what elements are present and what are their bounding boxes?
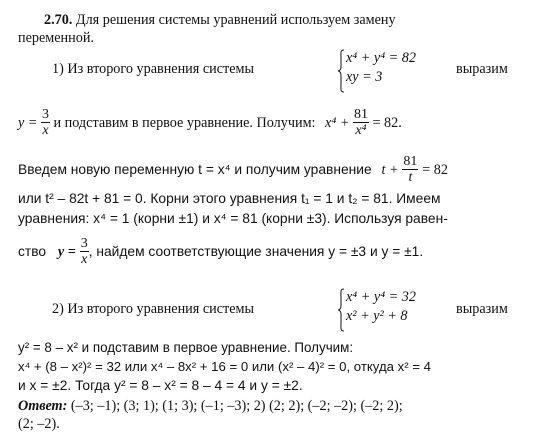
part1-equations-line: уравнения: x⁴ = 1 (корни ±1) и x⁴ = 81 (корни ±3). Используя равен-	[18, 211, 448, 226]
part1-new-variable-line	[18, 154, 448, 186]
part2-express: выразим	[456, 301, 508, 317]
part1-substitution-line	[18, 107, 402, 139]
part2-system	[337, 288, 416, 332]
answer-line-2: (2; –2).	[18, 416, 60, 432]
fraction-3-over-x	[41, 107, 50, 138]
fraction-denominator: x	[42, 123, 49, 139]
part1-lead: 1) Из второго уравнения системы	[52, 61, 255, 77]
fraction-numerator: 3	[41, 107, 49, 123]
problem-intro: Для решения системы уравнений используем замену	[72, 12, 396, 28]
eq-rhs: = 82.	[372, 115, 402, 131]
problem-intro-continued: переменной.	[18, 30, 94, 46]
problem-header-line	[44, 12, 396, 29]
part2-lead: 2) Из второго уравнения системы	[52, 301, 255, 317]
new-variable-text: Введем новую переменную t = x⁴ и получим уравнение	[18, 162, 372, 177]
y-equals-2: y =	[57, 244, 76, 260]
part1-express: выразим	[456, 61, 508, 77]
part1-system-eq2: xy = 3	[346, 69, 383, 85]
fraction-denominator: x	[81, 251, 88, 267]
part1-values-line	[18, 236, 423, 268]
values-text: , найдем соответствующие значения y = ±3 и y = ±1.	[88, 244, 424, 259]
fraction-numerator: 3	[80, 235, 88, 251]
left-brace-icon	[337, 49, 345, 93]
y-equals: y =	[18, 115, 38, 131]
part2-system-eq1: x⁴ + y⁴ = 32	[346, 289, 416, 305]
problem-number: 2.70.	[44, 12, 73, 28]
answer-text: (–3; –1); (3; 1); (1; 3); (–1; –3); 2) (2; 2); (–2; –2); (–2; 2);	[67, 398, 403, 414]
answer-label: Ответ:	[18, 398, 68, 414]
t-rhs: = 82	[422, 162, 448, 178]
values-lead: ство	[18, 244, 47, 259]
part1-system-eq1: x⁴ + y⁴ = 82	[346, 50, 416, 66]
part2-line4: и x = ±2. Тогда y² = 8 – x² = 8 – 4 = 4 и y = ±2.	[18, 378, 303, 393]
part1-roots-line: или t² – 82t + 81 = 0. Корни этого уравнения t₁ = 1 и t₂ = 81. Имеем	[18, 191, 441, 206]
fraction-81-over-t	[402, 154, 418, 185]
fraction-numerator: 81	[353, 107, 368, 123]
answer-line	[18, 398, 403, 415]
part2-line3: x⁴ + (8 – x²)² = 32 или x⁴ – 8x² + 16 = 0 или (x² – 4)² = 0, откуда x² = 4	[18, 359, 432, 374]
part1-system	[337, 49, 416, 93]
eq-lhs: x⁴ +	[325, 115, 350, 131]
part2-system-eq2: x² + y² + 8	[346, 308, 408, 324]
fraction-3-over-x-2	[80, 236, 89, 267]
t-lhs: t +	[381, 162, 399, 178]
substitute-text: и подставим в первое уравнение. Получим:	[49, 115, 316, 131]
fraction-81-over-x4	[353, 107, 369, 138]
fraction-denominator: x⁴	[355, 123, 367, 139]
left-brace-icon	[337, 288, 345, 332]
part2-line2: y² = 8 – x² и подставим в первое уравнение. Получим:	[18, 340, 354, 355]
fraction-numerator: 81	[403, 153, 418, 169]
fraction-denominator: t	[408, 169, 413, 185]
